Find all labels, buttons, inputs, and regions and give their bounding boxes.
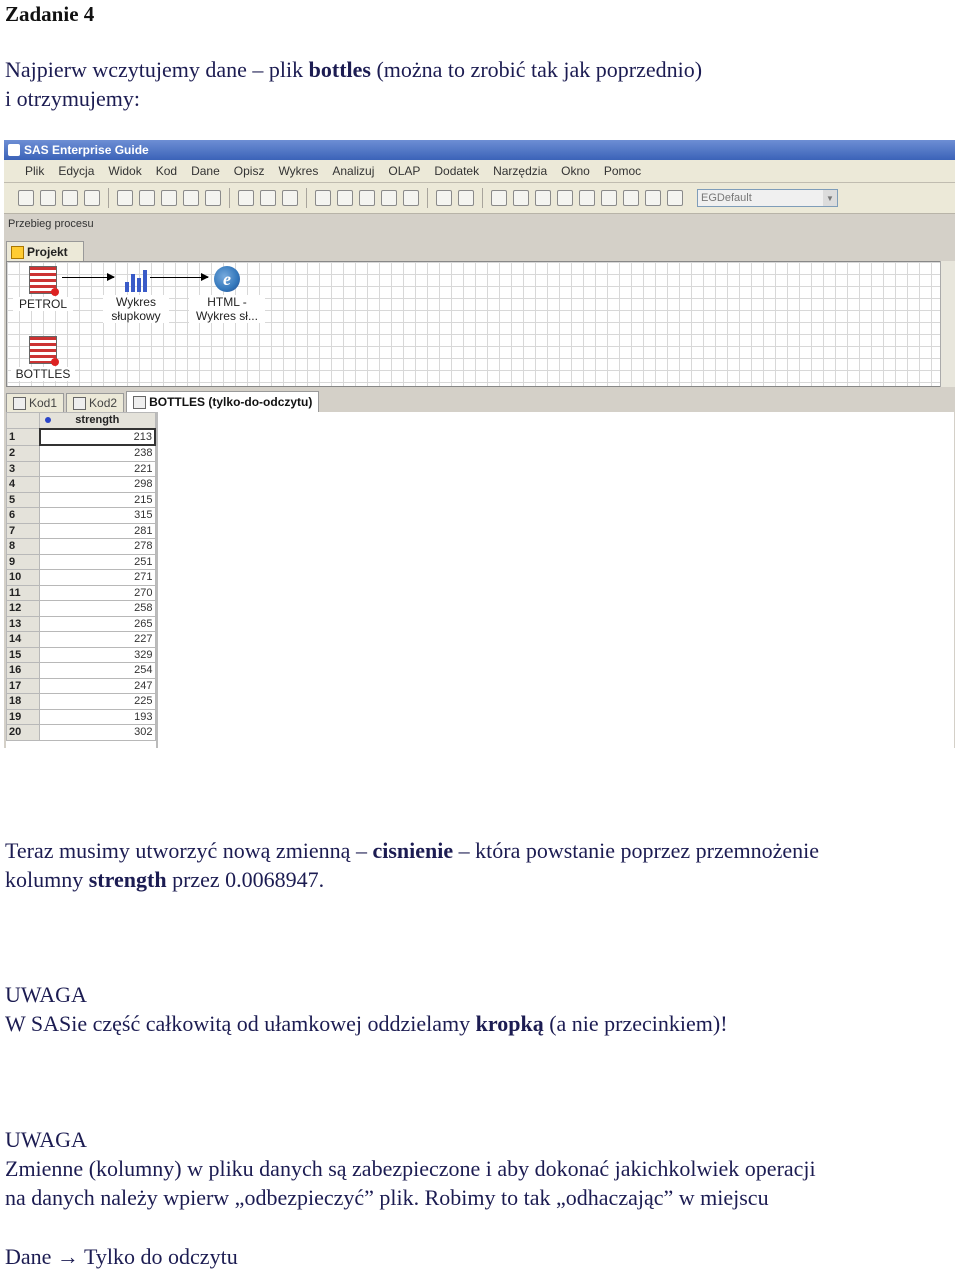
delete-icon[interactable]	[205, 190, 221, 206]
row-number[interactable]: 1	[7, 429, 40, 446]
note1-text-c: (a nie przecinkiem)!	[543, 1011, 728, 1036]
code-icon	[73, 397, 86, 410]
footer-dane: Dane	[5, 1244, 52, 1269]
dataset-icon	[29, 336, 57, 364]
bar-chart-icon	[123, 266, 149, 292]
data-table	[6, 412, 156, 741]
output-icon[interactable]	[579, 190, 595, 206]
row-number[interactable]: 9	[7, 554, 40, 570]
table-row[interactable]	[7, 601, 156, 617]
cell-strength[interactable]: 247	[40, 678, 155, 694]
chevron-down-icon[interactable]: ▼	[823, 190, 837, 206]
cell-strength[interactable]: 258	[40, 601, 155, 617]
row-number[interactable]: 13	[7, 616, 40, 632]
project-tab[interactable]	[6, 241, 84, 262]
toolbar-separator	[108, 188, 109, 208]
cell-strength[interactable]: 227	[40, 632, 155, 648]
node-html-report[interactable]	[189, 266, 265, 323]
arrow-right-icon: →	[56, 1244, 79, 1269]
row-number[interactable]: 16	[7, 663, 40, 679]
para2-bold-strength: strength	[88, 867, 167, 892]
tab-bottles[interactable]	[126, 391, 319, 412]
copy-icon[interactable]	[161, 190, 177, 206]
process-flow-label: Przebieg procesu	[8, 218, 94, 230]
node-bar-chart[interactable]	[103, 266, 169, 323]
table-row[interactable]	[7, 445, 156, 461]
tab-kod1[interactable]	[6, 393, 64, 412]
intro-text-3: i otrzymujemy:	[5, 86, 141, 111]
sort-icon[interactable]	[381, 190, 397, 206]
toolbar	[4, 183, 955, 214]
new-icon[interactable]	[18, 190, 34, 206]
grid-empty-area	[158, 412, 954, 748]
intro-text-2: (można to zrobić tak jak poprzednio)	[370, 57, 703, 82]
column-header-label: strength	[75, 414, 120, 427]
row-number[interactable]: 14	[7, 632, 40, 648]
row-number[interactable]: 4	[7, 477, 40, 493]
column-header-strength[interactable]	[40, 413, 155, 429]
cell-strength[interactable]: 281	[40, 523, 155, 539]
app-titlebar	[4, 140, 955, 160]
table-row[interactable]	[7, 709, 156, 725]
note2-title: UWAGA	[5, 1127, 87, 1152]
menu-widok[interactable]: Widok	[108, 164, 142, 178]
row-number[interactable]: 2	[7, 445, 40, 461]
tab-kod1-label: Kod1	[29, 396, 58, 410]
note2-line-1: Zmienne (kolumny) w pliku danych są zabezpieczone i aby dokonać jakichkolwiek operacji	[5, 1156, 816, 1181]
task-icon[interactable]	[315, 190, 331, 206]
menu-narzedzia[interactable]: Narzędzia	[493, 164, 548, 178]
node-html-label-2: Wykres sł...	[189, 309, 265, 323]
row-number[interactable]: 19	[7, 709, 40, 725]
cell-strength[interactable]: 213	[40, 429, 155, 446]
para2-text-f: przez 0.0068947.	[166, 867, 325, 892]
menu-okno[interactable]: Okno	[561, 164, 590, 178]
undo-icon[interactable]	[238, 190, 254, 206]
sas-logo-icon	[8, 144, 20, 156]
node-petrol-label: PETROL	[13, 297, 73, 311]
row-number[interactable]: 6	[7, 508, 40, 524]
menu-analizuj[interactable]: Analizuj	[332, 164, 375, 178]
table-row[interactable]	[7, 477, 156, 493]
cell-strength[interactable]: 221	[40, 461, 155, 477]
project-tab-label: Projekt	[27, 245, 68, 259]
cell-strength[interactable]: 302	[40, 725, 155, 741]
toolbar-separator	[229, 188, 230, 208]
note1-title: UWAGA	[5, 982, 87, 1007]
row-number[interactable]: 20	[7, 725, 40, 741]
note1-text-a: W SASie część całkowitą od ułamkowej oddzielamy	[5, 1011, 476, 1036]
table-row[interactable]	[7, 429, 156, 446]
tab-kod2-label: Kod2	[89, 396, 118, 410]
tab-kod2[interactable]	[66, 393, 124, 412]
menu-olap[interactable]: OLAP	[388, 164, 421, 178]
cell-strength[interactable]: 251	[40, 554, 155, 570]
style-combo[interactable]	[697, 189, 838, 207]
row-number[interactable]: 5	[7, 492, 40, 508]
menu-edycja[interactable]: Edycja	[58, 164, 95, 178]
row-number[interactable]: 11	[7, 585, 40, 601]
row-number[interactable]: 10	[7, 570, 40, 586]
table-row[interactable]	[7, 663, 156, 679]
tab-bottles-label: BOTTLES (tylko-do-odczytu)	[149, 395, 313, 409]
redo-icon[interactable]	[260, 190, 276, 206]
table-row[interactable]	[7, 539, 156, 555]
row-number[interactable]: 18	[7, 694, 40, 710]
row-number[interactable]: 8	[7, 539, 40, 555]
browser-icon: e	[214, 266, 240, 292]
note-2	[5, 1125, 816, 1212]
cell-strength[interactable]: 329	[40, 647, 155, 663]
format-icon[interactable]	[667, 190, 683, 206]
search-icon[interactable]	[282, 190, 298, 206]
menu-wykres[interactable]: Wykres	[278, 164, 319, 178]
menu-opisz[interactable]: Opisz	[233, 164, 265, 178]
canvas-scrollbar[interactable]	[940, 261, 955, 387]
menu-bar	[4, 160, 955, 183]
intro-paragraph	[5, 55, 702, 113]
row-number[interactable]: 7	[7, 523, 40, 539]
row-number[interactable]: 12	[7, 601, 40, 617]
grid-divider	[156, 412, 158, 748]
filter-icon[interactable]	[359, 190, 375, 206]
node-bar-chart-label-1: Wykres	[103, 295, 169, 309]
footer-readonly: Tylko do odczytu	[84, 1244, 238, 1269]
table-row[interactable]	[7, 523, 156, 539]
document-tabs	[6, 392, 319, 412]
para2-text-c: – która powstanie poprzez przemnożenie	[453, 838, 820, 863]
table-row[interactable]	[7, 725, 156, 741]
note-icon[interactable]	[645, 190, 661, 206]
paragraph-2	[5, 836, 819, 894]
toolbar-separator	[482, 188, 483, 208]
para2-bold-cisnienie: cisnienie	[372, 838, 454, 863]
numeric-column-icon	[45, 417, 51, 423]
app-title: SAS Enterprise Guide	[24, 143, 149, 157]
table-row[interactable]	[7, 647, 156, 663]
save-icon[interactable]	[62, 190, 78, 206]
open-icon[interactable]	[40, 190, 56, 206]
cell-strength[interactable]: 225	[40, 694, 155, 710]
save-all-icon[interactable]	[84, 190, 100, 206]
stop-icon[interactable]	[458, 190, 474, 206]
log-icon[interactable]	[557, 190, 573, 206]
table-row[interactable]	[7, 585, 156, 601]
cell-strength[interactable]: 265	[40, 616, 155, 632]
node-bar-chart-label-2: słupkowy	[103, 309, 169, 323]
cell-strength[interactable]: 193	[40, 709, 155, 725]
cell-strength[interactable]: 271	[40, 570, 155, 586]
cell-strength[interactable]: 254	[40, 663, 155, 679]
menu-kod[interactable]: Kod	[155, 164, 178, 178]
table-row[interactable]	[7, 616, 156, 632]
node-html-label-1: HTML -	[189, 295, 265, 309]
process-flow-canvas[interactable]	[6, 261, 941, 387]
style-combo-value: EGDefault	[701, 192, 752, 204]
print-preview-icon[interactable]	[601, 190, 617, 206]
chart-icon[interactable]	[623, 190, 639, 206]
menu-plik[interactable]: Plik	[25, 164, 45, 178]
print-icon[interactable]	[117, 190, 133, 206]
note1-bold-kropka: kropką	[475, 1011, 544, 1036]
cell-strength[interactable]: 298	[40, 477, 155, 493]
corner-header[interactable]	[7, 413, 40, 429]
table-row[interactable]	[7, 694, 156, 710]
code-icon	[13, 397, 26, 410]
sas-screenshot	[4, 140, 955, 748]
menu-pomoc[interactable]: Pomoc	[603, 164, 642, 178]
row-number[interactable]: 3	[7, 461, 40, 477]
dataset-icon	[29, 266, 57, 294]
page-heading: Zadanie 4	[5, 2, 95, 26]
para2-text-d: kolumny	[5, 867, 89, 892]
cell-strength[interactable]: 238	[40, 445, 155, 461]
code-icon[interactable]	[535, 190, 551, 206]
table-icon	[133, 396, 146, 409]
footer-path	[5, 1242, 238, 1271]
data-grid	[6, 412, 954, 748]
report-icon[interactable]	[403, 190, 419, 206]
table-row[interactable]	[7, 570, 156, 586]
table-row[interactable]	[7, 554, 156, 570]
node-bottles-label: BOTTLES	[11, 367, 75, 381]
toolbar-separator	[427, 188, 428, 208]
toolbar-separator	[306, 188, 307, 208]
node-bottles[interactable]	[11, 336, 75, 381]
row-number[interactable]: 15	[7, 647, 40, 663]
cell-strength[interactable]: 215	[40, 492, 155, 508]
intro-bold-bottles: bottles	[308, 57, 371, 82]
cell-strength[interactable]: 278	[40, 539, 155, 555]
node-petrol[interactable]	[13, 266, 73, 311]
project-icon	[11, 246, 24, 259]
run-icon[interactable]	[436, 190, 452, 206]
window-icon[interactable]	[491, 190, 507, 206]
data-icon[interactable]	[513, 190, 529, 206]
menu-dane[interactable]: Dane	[191, 164, 220, 178]
note-1	[5, 980, 728, 1038]
cell-strength[interactable]: 270	[40, 585, 155, 601]
note2-line-2: na danych należy wpierw „odbezpieczyć” plik. Robimy to tak „odhaczając” w miejscu	[5, 1185, 769, 1210]
query-icon[interactable]	[337, 190, 353, 206]
table-row[interactable]	[7, 461, 156, 477]
table-row[interactable]	[7, 508, 156, 524]
intro-text: Najpierw wczytujemy dane – plik	[5, 57, 309, 82]
paste-icon[interactable]	[183, 190, 199, 206]
table-row[interactable]	[7, 632, 156, 648]
table-row[interactable]	[7, 492, 156, 508]
row-number[interactable]: 17	[7, 678, 40, 694]
cell-strength[interactable]: 315	[40, 508, 155, 524]
cut-icon[interactable]	[139, 190, 155, 206]
para2-text-a: Teraz musimy utworzyć nową zmienną –	[5, 838, 373, 863]
table-row[interactable]	[7, 678, 156, 694]
menu-dodatek[interactable]: Dodatek	[434, 164, 480, 178]
